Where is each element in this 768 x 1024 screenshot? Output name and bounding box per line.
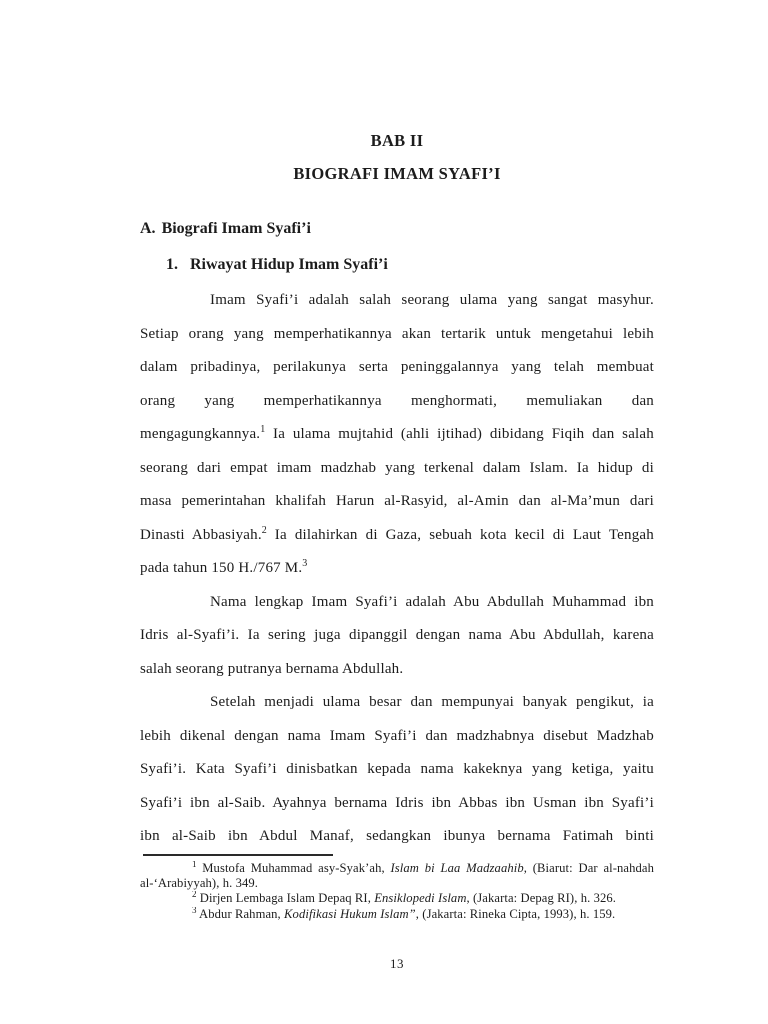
subsection-label: 1. [166, 256, 178, 273]
footnote-line: $^3$ Abdur Rahman, Kodifikasi Hukum Islam”, (Jakarta: Rineka Cipta, 1993), h. 159. [140, 907, 654, 922]
italic-citation-title: Kodifikasi Hukum Islam” [284, 906, 416, 921]
body-text-line: ibn al-Saib ibn Abdul Manaf, sedangkan ibunya bernama Fatimah binti [140, 828, 654, 844]
paragraph [140, 586, 654, 687]
footnote-reference-superscript: 1 [260, 424, 266, 435]
subsection-title: Riwayat Hidup Imam Syafi’i [190, 256, 388, 273]
footnote-line: $^2$ Dirjen Lembaga Islam Depaq RI, Ensiklopedi Islam, (Jakarta: Depag RI), h. 326. [140, 891, 654, 906]
body-text-line: Syafi’i. Kata Syafi’i dinisbatkan kepada nama kakeknya yang ketiga, yaitu [140, 761, 654, 777]
footnote-separator [143, 854, 333, 856]
footnote-line: al-‘Arabiyyah), h. 349. [140, 876, 259, 891]
paragraph [140, 686, 654, 854]
document-body [140, 284, 654, 854]
footnote-reference-superscript: 3 [302, 558, 308, 569]
footnote-reference-superscript: 2 [261, 524, 267, 536]
body-text-line: Imam Syafi’i adalah salah seorang ulama yang sangat masyhur. [210, 292, 654, 308]
body-text-line: Syafi’i ibn al-Saib. Ayahnya bernama Idris ibn Abbas ibn Usman ibn Syafi’i [140, 794, 654, 811]
body-text-line: pada tahun 150 H./767 M.$^3$ [140, 558, 308, 576]
chapter-heading: BAB II [370, 131, 424, 150]
body-text-line: seorang dari empat imam madzhab yang terkenal dalam Islam. Ia hidup di [140, 459, 654, 476]
italic-citation-title: Ensiklopedi Islam [374, 891, 467, 906]
body-text-line: Dinasti Abbasiyah.$^2$ Ia dilahirkan di Gaza, sebuah kota kecil di Laut Tengah [140, 524, 654, 543]
body-text-line: Setiap orang yang memperhatikannya akan tertarik untuk mengetahui lebih [140, 325, 654, 342]
chapter-title: BIOGRAFI IMAM SYAFI’I [293, 164, 501, 183]
body-text-line: masa pemerintahan khalifah Harun al-Rasyid, al-Amin dan al-Ma’mun dari [140, 493, 654, 509]
body-text-line: dalam pribadinya, perilakunya serta peninggalannya yang telah membuat [140, 359, 654, 375]
footnote-line: $^1$ Mustofa Muhammad asy-Syak’ah, Islam bi Laa Madzaahib, (Biarut: Dar al-nahdah [140, 861, 654, 876]
body-text-line: orang yang memperhatikannya menghormati, memuliakan dan [140, 392, 654, 409]
body-text-line: Setelah menjadi ulama besar dan mempunyai banyak pengikut, ia [210, 694, 654, 710]
footnote-marker-superscript: 3 [192, 906, 197, 915]
section-heading [140, 220, 654, 238]
footnotes [140, 861, 654, 922]
page-number: 13 [390, 956, 404, 971]
subsection-heading [166, 256, 654, 274]
italic-citation-title: Islam bi Laa Madzaahib [390, 861, 524, 875]
body-text-line: mengagungkannya.$^1$ Ia ulama mujtahid (ahli ijtihad) dibidang Fiqih dan salah [140, 424, 654, 442]
paragraph [140, 284, 654, 586]
footnote-marker-superscript: 2 [192, 891, 197, 900]
section-title: Biografi Imam Syafi’i [161, 220, 311, 237]
footnote-marker-superscript: 1 [192, 861, 197, 869]
body-text-line: lebih dikenal dengan nama Imam Syafi’i dan madzhabnya disebut Madzhab [140, 727, 654, 744]
body-text-line: Idris al-Syafi’i. Ia sering juga dipanggil dengan nama Abu Abdullah, karena [140, 627, 654, 643]
section-label: A. [140, 220, 156, 237]
body-text-line: Nama lengkap Imam Syafi’i adalah Abu Abdullah Muhammad ibn [210, 593, 654, 610]
body-text-line: salah seorang putranya bernama Abdullah. [140, 660, 404, 677]
